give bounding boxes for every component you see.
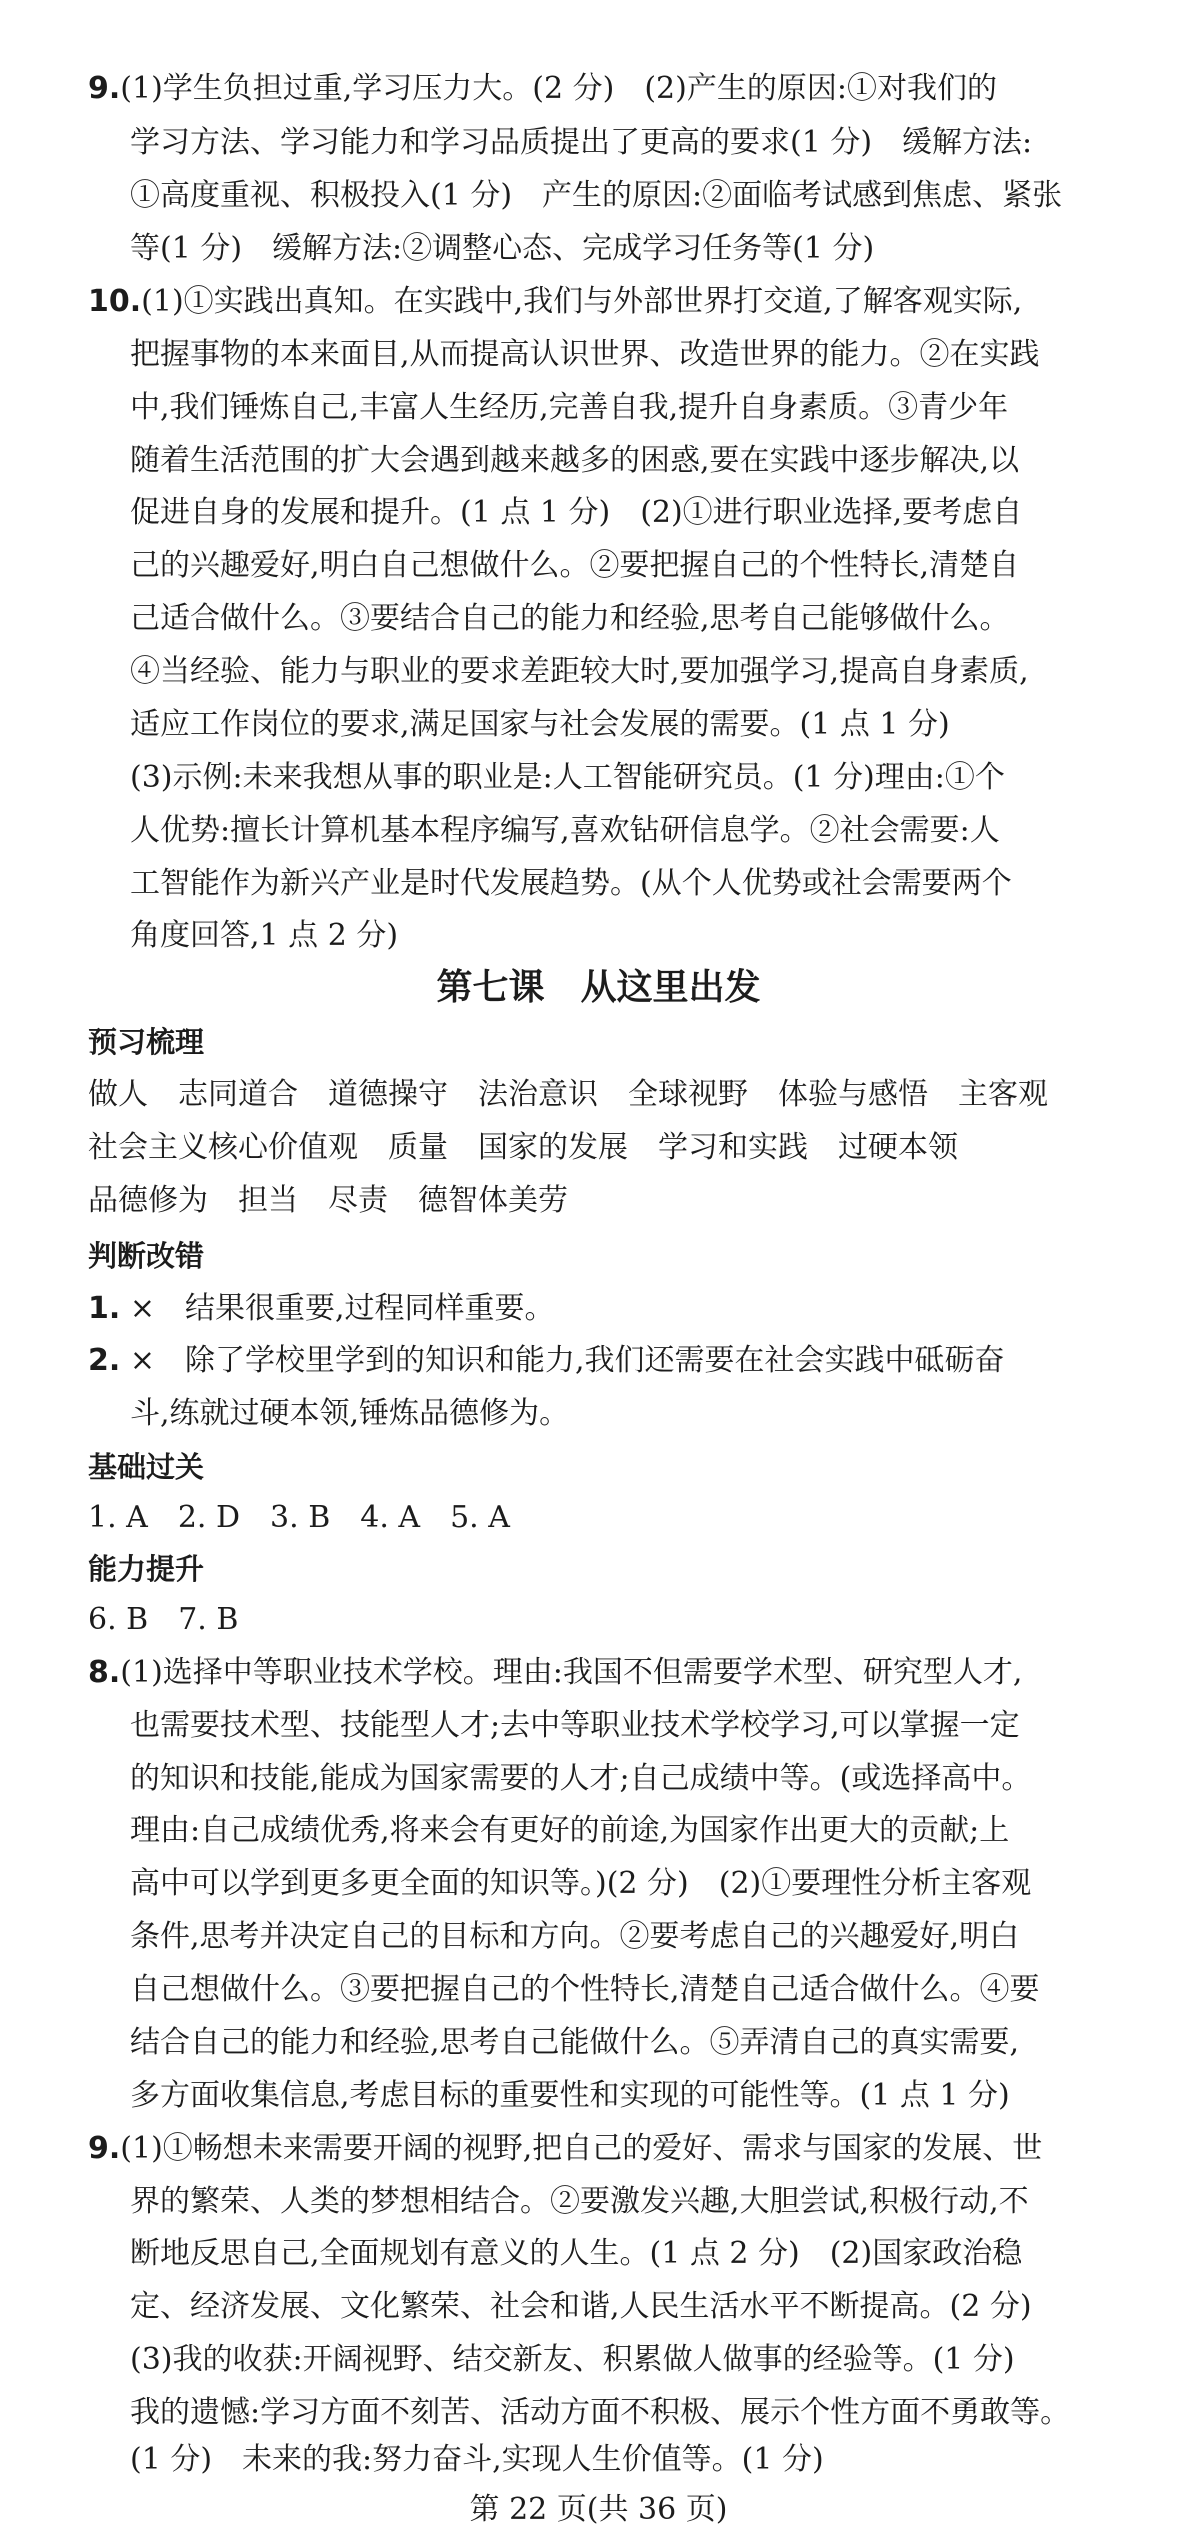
lesson-title: 第七课 从这里出发 bbox=[436, 967, 761, 1008]
q8-line-3: 的知识和技能,能成为国家需要的人才;自己成绩中等。(或选择高中。 bbox=[130, 1761, 1032, 1796]
preview-heading: 预习梳理 bbox=[88, 1025, 205, 1059]
basic-heading: 基础过关 bbox=[88, 1450, 205, 1484]
q10-line-10: (3)示例:未来我想从事的职业是:人工智能研究员。(1 分)理由:①个 bbox=[130, 760, 1005, 795]
q9a-line-4: 等(1 分) 缓解方法:②调整心态、完成学习任务等(1 分) bbox=[130, 231, 875, 266]
judge-item-2: 2. × 除了学校里学到的知识和能力,我们还需要在社会实践中砥砺奋 bbox=[88, 1343, 1005, 1378]
q8-line-7: 自己想做什么。③要把握自己的个性特长,清楚自己适合做什么。④要 bbox=[130, 1972, 1040, 2007]
q9b-line-4: 定、经济发展、文化繁荣、社会和谐,人民生活水平不断提高。(2 分) bbox=[130, 2289, 1032, 2324]
q10-line-4: 随着生活范围的扩大会遇到越来越多的困惑,要在实践中逐步解决,以 bbox=[130, 443, 1020, 478]
ability-answers: 6. B 7. B bbox=[88, 1602, 239, 1637]
q9a-number: 9. bbox=[88, 71, 121, 106]
q8-line-4: 理由:自己成绩优秀,将来会有更好的前途,为国家作出更大的贡献;上 bbox=[130, 1813, 1010, 1848]
q9a-line-3: ①高度重视、积极投入(1 分) 产生的原因:②面临考试感到焦虑、紧张 bbox=[130, 178, 1063, 213]
q10-line-2: 把握事物的本来面目,从而提高认识世界、改造世界的能力。②在实践 bbox=[130, 337, 1040, 372]
q10-number: 10. bbox=[88, 284, 142, 319]
preview-line-3: 品德修为 担当 尽责 德智体美劳 bbox=[88, 1183, 568, 1218]
q9a-line-1: 9.(1)学生负担过重,学习压力大。(2 分) (2)产生的原因:①对我们的 bbox=[88, 71, 997, 106]
q8-number: 8. bbox=[88, 1655, 121, 1690]
basic-answers: 1. A 2. D 3. B 4. A 5. A bbox=[88, 1500, 510, 1535]
q9b-line-6: 我的遗憾:学习方面不刻苦、活动方面不积极、展示个性方面不勇敢等。 bbox=[130, 2395, 1071, 2430]
q8-line-2: 也需要技术型、技能型人才;去中等职业技术学校学习,可以掌握一定 bbox=[130, 1708, 1020, 1743]
q10-line-6: 己的兴趣爱好,明白自己想做什么。②要把握自己的个性特长,清楚自 bbox=[130, 548, 1020, 583]
ability-heading: 能力提升 bbox=[88, 1552, 205, 1586]
preview-line-2: 社会主义核心价值观 质量 国家的发展 学习和实践 过硬本领 bbox=[88, 1130, 958, 1165]
q10-line-7: 己适合做什么。③要结合自己的能力和经验,思考自己能够做什么。 bbox=[130, 601, 1010, 636]
q8-line-1: 8.(1)选择中等职业技术学校。理由:我国不但需要学术型、研究型人才, bbox=[88, 1655, 1023, 1690]
q9b-line-2: 界的繁荣、人类的梦想相结合。②要激发兴趣,大胆尝试,积极行动,不 bbox=[130, 2184, 1029, 2219]
q10-line-12: 工智能作为新兴产业是时代发展趋势。(从个人优势或社会需要两个 bbox=[130, 866, 1012, 901]
q10-line-5: 促进自身的发展和提升。(1 点 1 分) (2)①进行职业选择,要考虑自 bbox=[130, 495, 1023, 530]
q10-line-1: 10.(1)①实践出真知。在实践中,我们与外部世界打交道,了解客观实际, bbox=[88, 284, 1023, 319]
judge-item-1: 1. × 结果很重要,过程同样重要。 bbox=[88, 1291, 555, 1326]
q10-line-11: 人优势:擅长计算机基本程序编写,喜欢钻研信息学。②社会需要:人 bbox=[130, 813, 1000, 848]
q9b-line-1: 9.(1)①畅想未来需要开阔的视野,把自己的爱好、需求与国家的发展、世 bbox=[88, 2131, 1043, 2166]
page-footer: 第 22 页(共 36 页) bbox=[469, 2492, 728, 2527]
q8-line-6: 条件,思考并决定自己的目标和方向。②要考虑自己的兴趣爱好,明白 bbox=[130, 1919, 1020, 1954]
q10-line-9: 适应工作岗位的要求,满足国家与社会发展的需要。(1 点 1 分) bbox=[130, 707, 950, 742]
q9b-line-5: (3)我的收获:开阔视野、结交新友、积累做人做事的经验等。(1 分) bbox=[130, 2342, 1015, 2377]
q10-line-13: 角度回答,1 点 2 分) bbox=[130, 918, 399, 953]
q9b-line-3: 断地反思自己,全面规划有意义的人生。(1 点 2 分) (2)国家政治稳 bbox=[130, 2236, 1023, 2271]
q8-line-5: 高中可以学到更多更全面的知识等。)(2 分) (2)①要理性分析主客观 bbox=[130, 1866, 1032, 1901]
q9a-line-2: 学习方法、学习能力和学习品质提出了更高的要求(1 分) 缓解方法: bbox=[130, 125, 1033, 160]
q8-line-9: 多方面收集信息,考虑目标的重要性和实现的可能性等。(1 点 1 分) bbox=[130, 2078, 1010, 2113]
q8-line-8: 结合自己的能力和经验,思考自己能做什么。⑤弄清自己的真实需要, bbox=[130, 2025, 1020, 2060]
q9b-line-7: (1 分) 未来的我:努力奋斗,实现人生价值等。(1 分) bbox=[130, 2442, 824, 2477]
preview-line-1: 做人 志同道合 道德操守 法治意识 全球视野 体验与感悟 主客观 bbox=[88, 1077, 1048, 1112]
q10-line-8: ④当经验、能力与职业的要求差距较大时,要加强学习,提高自身素质, bbox=[130, 654, 1029, 689]
q10-line-3: 中,我们锤炼自己,丰富人生经历,完善自我,提升自身素质。③青少年 bbox=[130, 390, 1009, 425]
judge-heading: 判断改错 bbox=[88, 1239, 205, 1273]
judge-item-2-cont: 斗,练就过硬本领,锤炼品德修为。 bbox=[130, 1396, 570, 1431]
q9b-number: 9. bbox=[88, 2131, 121, 2166]
